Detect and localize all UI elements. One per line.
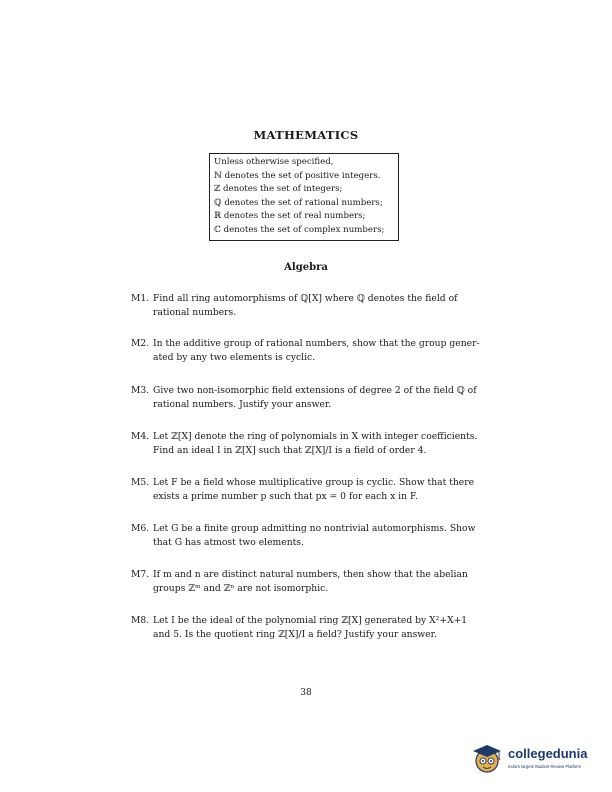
problem-text-line: and 5. Is the quotient ring ℤ[X]/I a field? Justify your answer. bbox=[153, 628, 437, 640]
page-title: MATHEMATICS bbox=[253, 128, 359, 142]
logo-tagline: India's largest Student Review Platform bbox=[508, 764, 581, 769]
problem-number: M5. bbox=[131, 477, 150, 488]
definition-line: ℂ denotes the set of complex numbers; bbox=[214, 224, 385, 235]
problem-text-line: In the additive group of rational numbers, show that the group gener- bbox=[153, 338, 480, 349]
problem-m3 bbox=[131, 384, 487, 411]
problem-text-line: rational numbers. bbox=[153, 306, 237, 318]
problem-number: M2. bbox=[131, 338, 150, 349]
problem-number: M8. bbox=[131, 615, 150, 626]
problem-number: M7. bbox=[131, 569, 150, 580]
definitions-box bbox=[209, 153, 399, 241]
problem-number: M3. bbox=[131, 385, 150, 396]
problem-m8 bbox=[131, 614, 487, 641]
definition-line: ℤ denotes the set of integers; bbox=[214, 184, 343, 195]
problem-text-line: ated by any two elements is cyclic. bbox=[153, 351, 316, 363]
collegedunia-logo bbox=[470, 742, 600, 778]
logo-wordmark: collegedunia bbox=[508, 746, 588, 761]
problem-text-line: Let F be a field whose multiplicative group is cyclic. Show that there bbox=[153, 477, 475, 488]
definition-line: ℝ denotes the set of real numbers; bbox=[214, 211, 366, 222]
problem-m7 bbox=[131, 568, 487, 595]
problem-text-line: Let I be the ideal of the polynomial ring ℤ[X] generated by X²+X+1 bbox=[153, 615, 468, 626]
definition-line: ℕ denotes the set of positive integers. bbox=[214, 170, 381, 181]
problem-text-line: exists a prime number p such that px = 0 for each x in F. bbox=[153, 490, 418, 502]
problem-text-line: If m and n are distinct natural numbers, then show that the abelian bbox=[153, 569, 468, 580]
problem-text-line: Let G be a finite group admitting no nontrivial automorphisms. Show bbox=[153, 523, 476, 534]
problem-number: M4. bbox=[131, 431, 150, 442]
page-number: 38 bbox=[300, 688, 312, 698]
problem-m5 bbox=[131, 476, 487, 503]
problem-text-line: that G has atmost two elements. bbox=[153, 536, 304, 548]
definition-line: Unless otherwise specified, bbox=[214, 157, 334, 167]
problem-m1 bbox=[131, 292, 487, 319]
problem-m4 bbox=[131, 430, 487, 457]
problem-text-line: Give two non-isomorphic field extensions of degree 2 of the field ℚ of bbox=[153, 385, 477, 396]
definition-line: ℚ denotes the set of rational numbers; bbox=[214, 197, 383, 208]
problem-text-line: Find an ideal I in ℤ[X] such that ℤ[X]/I is a field of order 4. bbox=[153, 444, 427, 456]
problem-m2 bbox=[131, 337, 487, 364]
problem-number: M6. bbox=[131, 523, 150, 534]
problem-text-line: Let ℤ[X] denote the ring of polynomials in X with integer coefficients. bbox=[153, 431, 478, 442]
problem-number: M1. bbox=[131, 293, 150, 304]
problem-m6 bbox=[131, 522, 487, 549]
problem-text-line: rational numbers. Justify your answer. bbox=[153, 398, 332, 410]
problem-text-line: groups ℤᵐ and ℤⁿ are not isomorphic. bbox=[153, 582, 329, 594]
graduate-mascot-icon bbox=[470, 742, 504, 776]
section-heading: Algebra bbox=[284, 262, 328, 273]
problem-text-line: Find all ring automorphisms of ℚ[X] where ℚ denotes the field of bbox=[153, 293, 458, 304]
